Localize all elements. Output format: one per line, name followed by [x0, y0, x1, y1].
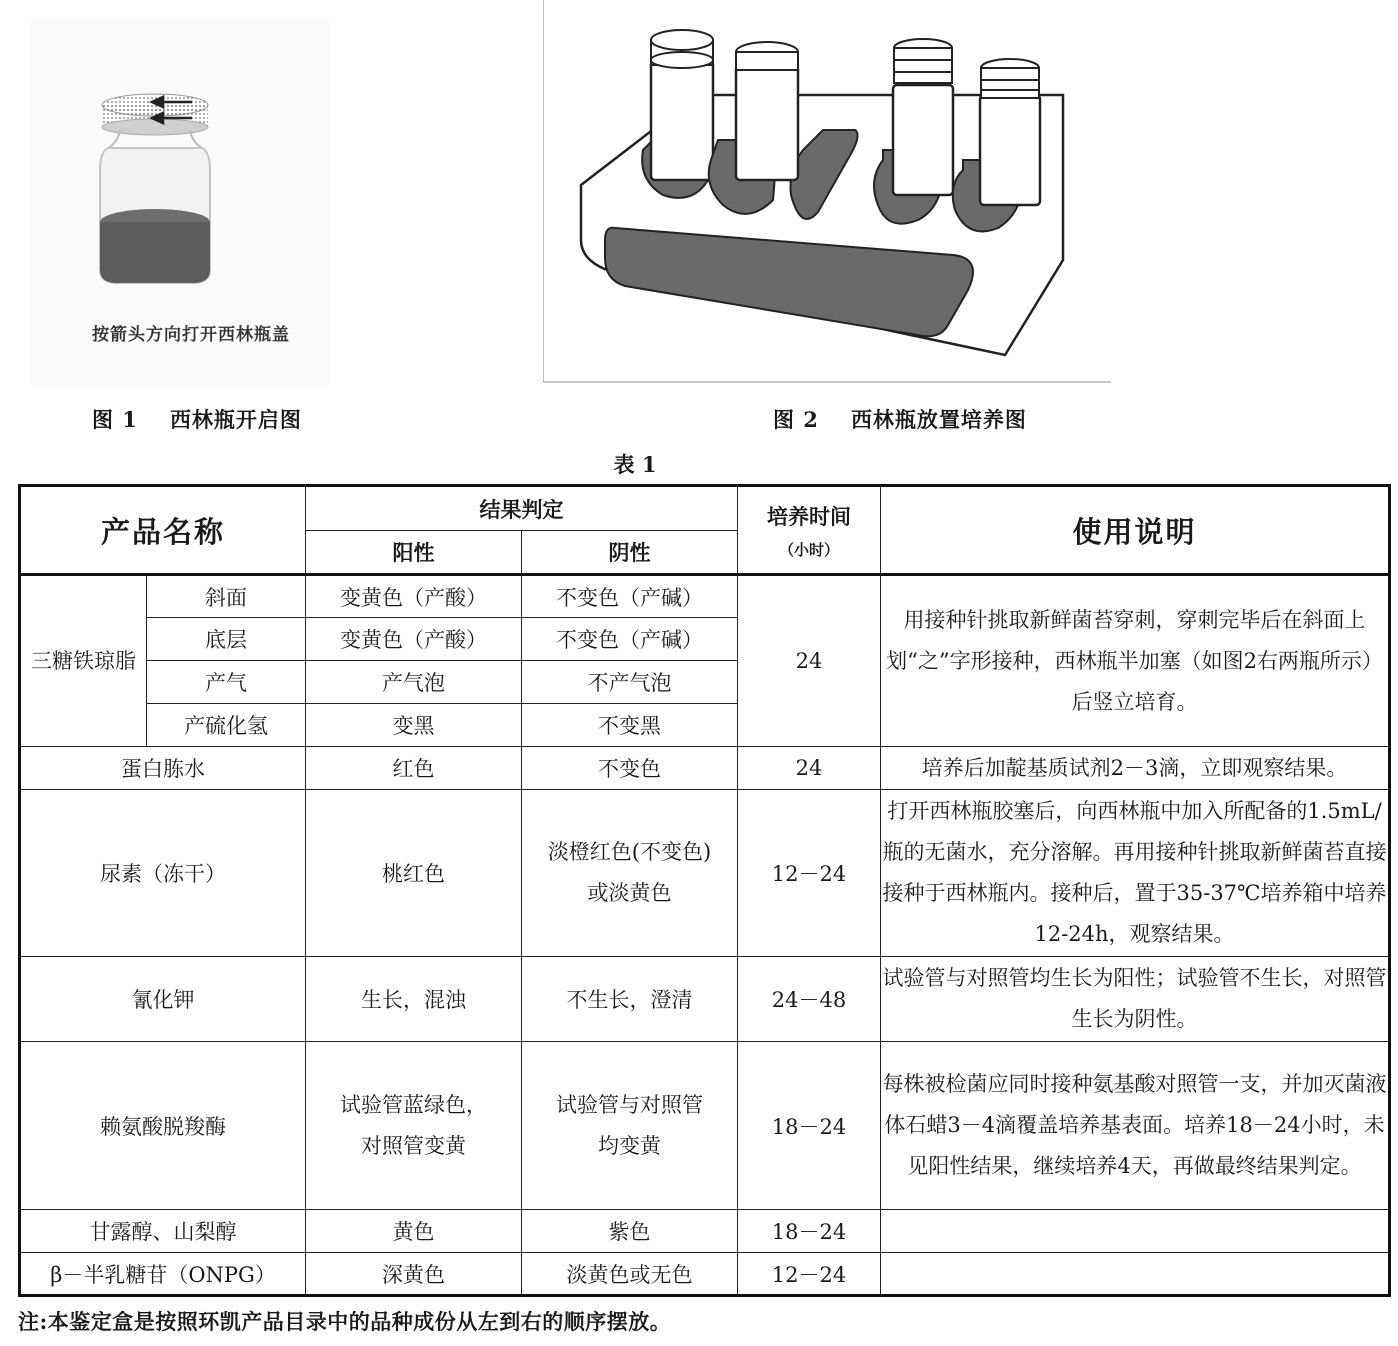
- figure-1-caption: [92, 404, 302, 434]
- negative-result: 不生长，澄清: [522, 957, 738, 1042]
- positive-result: 黄色: [306, 1210, 522, 1253]
- usage-text: 打开西林瓶胶塞后，向西林瓶中加入所配备的1.5mL/瓶的无菌水，充分溶解。再用接种针挑取新鲜菌苔直接接种于西林瓶内。接种后，置于35-37℃培养箱中培养12-24h，观察结果。: [881, 790, 1390, 957]
- usage-text: 培养后加靛基质试剂2－3滴，立即观察结果。: [881, 747, 1390, 790]
- usage-text: 每株被检菌应同时接种氨基酸对照管一支，并加灭菌液体石蜡3－4滴覆盖培养基表面。培养18－24小时，未见阳性结果，继续培养4天，再做最终结果判定。: [881, 1042, 1390, 1210]
- negative-result: 淡橙红色(不变色)或淡黄色: [522, 790, 738, 957]
- product-name: 甘露醇、山梨醇: [20, 1210, 306, 1253]
- figure-2-title: 西林瓶放置培养图: [850, 407, 1027, 432]
- table-title: 表 1: [613, 452, 657, 477]
- negative-result: 不变色: [522, 747, 738, 790]
- product-name: 赖氨酸脱羧酶: [20, 1042, 306, 1210]
- product-name: 氰化钾: [20, 957, 306, 1042]
- tsi-usage: 用接种针挑取新鲜菌苔穿刺，穿刺完毕后在斜面上划“之”字形接种，西林瓶半加塞（如图2右两瓶所示）后竖立培育。: [881, 575, 1390, 747]
- header-usage: 使用说明: [881, 486, 1390, 575]
- product-name: β－半乳糖苷（ONPG）: [20, 1253, 306, 1296]
- header-positive: 阳性: [306, 531, 522, 575]
- vial-illustration: [30, 20, 330, 320]
- product-name: 蛋白胨水: [20, 747, 306, 790]
- usage-text: [881, 1253, 1390, 1296]
- tsi-positive: 变黑: [306, 704, 522, 747]
- header-time-cell: [738, 486, 881, 575]
- header-time-unit: （小时）: [779, 540, 840, 559]
- table-row: [20, 747, 1390, 790]
- tsi-negative: 不变色（产碱）: [522, 575, 738, 618]
- header-negative: 阴性: [522, 531, 738, 575]
- usage-text: [881, 1210, 1390, 1253]
- tsi-name: 三糖铁琼脂: [20, 575, 147, 747]
- incubation-time: 12－24: [738, 1253, 881, 1296]
- tsi-sub: 斜面: [147, 575, 306, 618]
- incubation-time: 18－24: [738, 1042, 881, 1210]
- product-name: 尿素（冻干）: [20, 790, 306, 957]
- figure-1-vial-opening: [30, 20, 330, 385]
- figure-1-title: 西林瓶开启图: [169, 407, 302, 432]
- table-row: [20, 1210, 1390, 1253]
- table-row: [20, 575, 1390, 618]
- tsi-sub: 产气: [147, 661, 306, 704]
- footnote: 注:本鉴定盒是按照环凯产品目录中的品种成份从左到右的顺序摆放。: [18, 1309, 672, 1334]
- negative-result: 淡黄色或无色: [522, 1253, 738, 1296]
- negative-result: 试验管与对照管均变黄: [522, 1042, 738, 1210]
- table-row: [20, 1042, 1390, 1210]
- figure-1-number: 图 1: [92, 407, 138, 432]
- negative-result: 紫色: [522, 1210, 738, 1253]
- usage-text: 试验管与对照管均生长为阳性；试验管不生长，对照管生长为阴性。: [881, 957, 1390, 1042]
- rack-illustration: [543, 0, 1111, 383]
- tsi-negative: 不变黑: [522, 704, 738, 747]
- figure-1-label: 按箭头方向打开西林瓶盖: [92, 325, 290, 345]
- positive-result: 红色: [306, 747, 522, 790]
- tsi-positive: 产气泡: [306, 661, 522, 704]
- table-row: [20, 790, 1390, 957]
- table-row: [20, 957, 1390, 1042]
- tsi-time: 24: [738, 575, 881, 747]
- positive-result: 深黄色: [306, 1253, 522, 1296]
- table-row: [20, 1253, 1390, 1296]
- tsi-positive: 变黄色（产酸）: [306, 575, 522, 618]
- positive-result: 生长，混浊: [306, 957, 522, 1042]
- tsi-sub: 底层: [147, 618, 306, 661]
- header-result: 结果判定: [306, 486, 738, 531]
- incubation-time: 24－48: [738, 957, 881, 1042]
- header-product: 产品名称: [20, 486, 306, 575]
- header-time: 培养时间: [767, 503, 852, 529]
- tsi-negative: 不产气泡: [522, 661, 738, 704]
- tsi-negative: 不变色（产碱）: [522, 618, 738, 661]
- incubation-time: 12－24: [738, 790, 881, 957]
- positive-result: 桃红色: [306, 790, 522, 957]
- header-row-1: [20, 486, 1390, 531]
- positive-result: 试验管蓝绿色，对照管变黄: [306, 1042, 522, 1210]
- tsi-sub: 产硫化氢: [147, 704, 306, 747]
- identification-table: [18, 484, 1391, 1297]
- incubation-time: 24: [738, 747, 881, 790]
- figure-2-vial-rack: [543, 0, 1111, 383]
- tsi-positive: 变黄色（产酸）: [306, 618, 522, 661]
- figure-2-number: 图 2: [773, 407, 819, 432]
- incubation-time: 18－24: [738, 1210, 881, 1253]
- figure-2-caption: [773, 404, 1027, 434]
